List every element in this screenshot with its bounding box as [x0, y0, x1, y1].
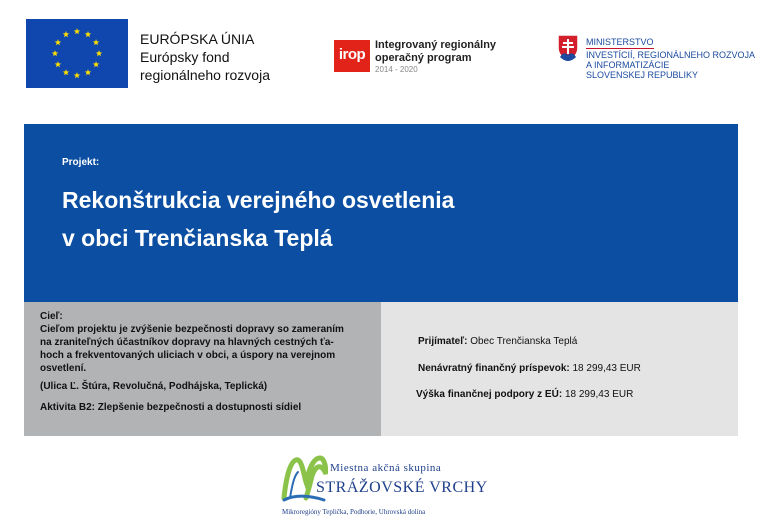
eu-star-icon [85, 69, 91, 75]
eu-star-icon [52, 50, 58, 56]
recipient-label: Prijímateľ: [418, 336, 468, 347]
irop-line2: operačný program [375, 52, 472, 64]
eu-star-icon [74, 72, 80, 78]
recipient-row [418, 336, 577, 347]
irop-logo-icon [334, 40, 370, 72]
project-title-line2: v obci Trenčianska Teplá [62, 225, 333, 251]
grant-value: 18 299,43 EUR [572, 363, 641, 374]
ministry-line4: SLOVENSKEJ REPUBLIKY [586, 70, 699, 80]
goal-activity: Aktivita B2: Zlepšenie bezpečnosti a dostupnosti sídiel [40, 402, 302, 413]
goal-line1: Cieľom projektu je zvýšenie bezpečnosti dopravy so zameraním [40, 324, 344, 335]
eu-star-icon [63, 31, 69, 37]
eu-support-label: Výška finančnej podpory z EÚ: [416, 389, 563, 400]
mas-line1: Miestna akčná skupina [330, 462, 442, 474]
irop-mark-text: irop [338, 46, 366, 63]
mas-line2: STRÁŽOVSKÉ VRCHY [316, 479, 488, 496]
grant-row [418, 363, 641, 374]
recipient-value: Obec Trenčianska Teplá [470, 336, 578, 347]
eu-star-icon [55, 61, 61, 67]
goal-line3: hoch a frekventovaných uliciach v obci, a úspory na verejnom [40, 350, 336, 361]
eu-star-icon [93, 39, 99, 45]
eu-flag-icon [26, 19, 128, 88]
ministry-line3: A INFORMATIZÁCIE [586, 60, 670, 70]
eu-star-icon [74, 28, 80, 34]
eu-star-icon [63, 69, 69, 75]
goal-line2: na zraniteľných účastníkov dopravy na hlavných cestných ťa- [40, 337, 334, 348]
irop-years: 2014 - 2020 [375, 65, 418, 74]
goal-label: Cieľ: [40, 311, 63, 322]
ministry-line1: MINISTERSTVO [586, 37, 654, 47]
eu-fund-text [140, 30, 270, 84]
eu-star-icon [93, 61, 99, 67]
eu-support-row [416, 389, 633, 400]
eu-line2: Európsky fond [140, 49, 230, 65]
eu-line3: regionálneho rozvoja [140, 67, 270, 83]
slovak-coat-of-arms-icon [557, 34, 579, 62]
goal-section [40, 310, 374, 414]
irop-line1: Integrovaný regionálny [375, 39, 497, 51]
eu-star-icon [96, 50, 102, 56]
ministry-line2: INVESTÍCIÍ, REGIONÁLNEHO ROZVOJA [586, 50, 756, 60]
irop-program-text [375, 39, 496, 65]
ministry-text [586, 37, 755, 80]
goal-line4: osvetlení. [40, 363, 87, 374]
goal-streets: (Ulica Ľ. Štúra, Revolučná, Podhájska, Teplická) [40, 381, 268, 392]
grant-label: Nenávratný finančný príspevok: [418, 363, 570, 374]
eu-star-icon [85, 31, 91, 37]
project-title-line1: Rekonštrukcia verejného osvetlenia [62, 187, 455, 213]
eu-support-value: 18 299,43 EUR [564, 389, 634, 400]
eu-line1: EURÓPSKA ÚNIA [140, 31, 255, 47]
mas-line3: Mikroregióny Teplička, Podhorie, Uhrovská dolina [282, 508, 426, 516]
project-title [62, 181, 454, 257]
project-label: Projekt: [62, 157, 100, 168]
eu-star-icon [55, 39, 61, 45]
